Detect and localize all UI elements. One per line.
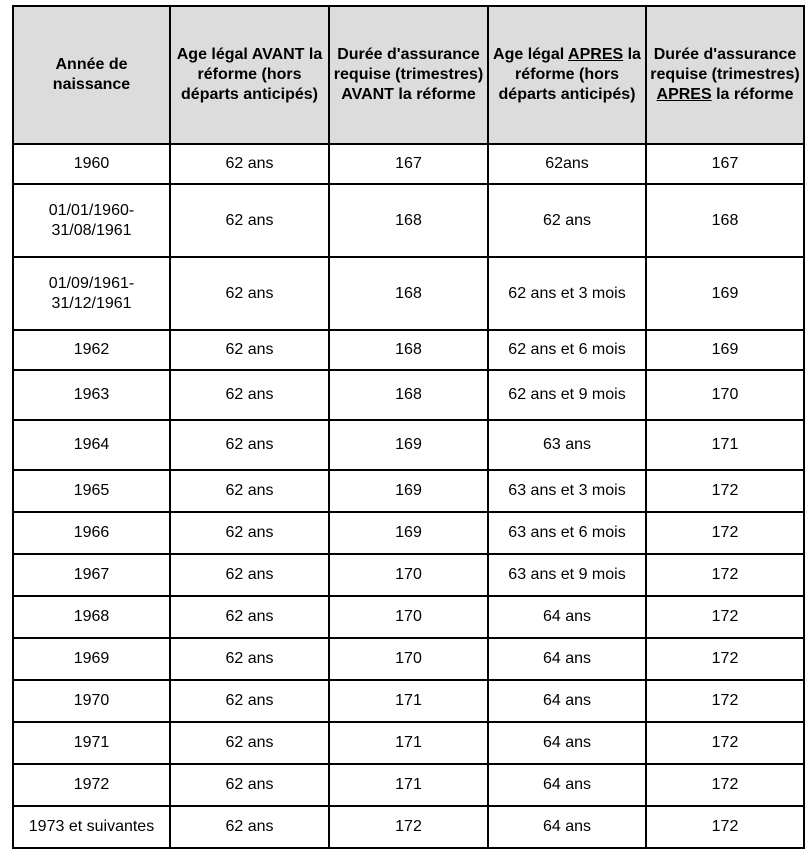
- retirement-reform-table: [12, 5, 805, 849]
- cell-birth-year: 1962: [13, 330, 170, 370]
- cell-duration-after: 172: [646, 722, 804, 764]
- header-age-after: [488, 6, 646, 144]
- cell-birth-year: [13, 257, 170, 330]
- table-row: [13, 722, 804, 764]
- cell-birth-year: 1972: [13, 764, 170, 806]
- cell-duration-after: 168: [646, 184, 804, 257]
- cell-age-after: 64 ans: [488, 806, 646, 848]
- cell-age-before: 62 ans: [170, 144, 329, 184]
- cell-age-before: 62 ans: [170, 554, 329, 596]
- cell-age-before: 62 ans: [170, 806, 329, 848]
- cell-age-after: 62 ans et 9 mois: [488, 370, 646, 420]
- cell-birth-year: 1968: [13, 596, 170, 638]
- cell-duration-after: 172: [646, 764, 804, 806]
- table-row: [13, 144, 804, 184]
- table-row: [13, 370, 804, 420]
- header-duration-after-post: la réforme: [716, 86, 794, 103]
- cell-birth-year-line1: 01/09/1961-: [48, 274, 135, 292]
- cell-duration-after: 172: [646, 596, 804, 638]
- cell-duration-after: 170: [646, 370, 804, 420]
- header-duration-before-pre: Durée d'assurance requise (trimestres): [333, 46, 484, 83]
- cell-age-after: 64 ans: [488, 680, 646, 722]
- cell-duration-before: 172: [329, 806, 488, 848]
- cell-duration-before: 168: [329, 257, 488, 330]
- cell-duration-after: 172: [646, 554, 804, 596]
- cell-birth-year: 1965: [13, 470, 170, 512]
- table-row: [13, 806, 804, 848]
- cell-age-before: 62 ans: [170, 680, 329, 722]
- cell-duration-before: 167: [329, 144, 488, 184]
- cell-age-after: 62 ans: [488, 184, 646, 257]
- header-duration-after: [646, 6, 804, 144]
- cell-duration-after: 169: [646, 257, 804, 330]
- table-row: [13, 638, 804, 680]
- cell-birth-year: [13, 184, 170, 257]
- header-duration-before-emph: AVANT: [341, 86, 394, 103]
- cell-duration-after: 172: [646, 512, 804, 554]
- cell-duration-before: 170: [329, 596, 488, 638]
- cell-birth-year: 1971: [13, 722, 170, 764]
- table-row: [13, 596, 804, 638]
- cell-birth-year: 1967: [13, 554, 170, 596]
- table-header: [13, 6, 804, 144]
- cell-birth-year: 1960: [13, 144, 170, 184]
- cell-birth-year: 1966: [13, 512, 170, 554]
- cell-age-after: 64 ans: [488, 596, 646, 638]
- table-row: [13, 184, 804, 257]
- table-row: [13, 680, 804, 722]
- cell-duration-after: 172: [646, 470, 804, 512]
- cell-age-after: 62ans: [488, 144, 646, 184]
- cell-age-before: 62 ans: [170, 257, 329, 330]
- cell-age-before: 62 ans: [170, 470, 329, 512]
- cell-birth-year: 1969: [13, 638, 170, 680]
- cell-birth-year: 1973 et suivantes: [13, 806, 170, 848]
- cell-duration-before: 169: [329, 512, 488, 554]
- header-birth-year: [13, 6, 170, 144]
- header-row: [13, 6, 804, 144]
- cell-age-before: 62 ans: [170, 638, 329, 680]
- cell-duration-after: 167: [646, 144, 804, 184]
- cell-age-before: 62 ans: [170, 330, 329, 370]
- cell-duration-before: 168: [329, 184, 488, 257]
- cell-duration-before: 171: [329, 764, 488, 806]
- cell-birth-year: 1964: [13, 420, 170, 470]
- table-body: [13, 144, 804, 848]
- cell-birth-year-line2: 31/08/1961: [51, 221, 132, 239]
- cell-age-after: 62 ans et 3 mois: [488, 257, 646, 330]
- table-row: [13, 257, 804, 330]
- header-duration-after-pre: Durée d'assurance requise (trimestres): [650, 46, 800, 83]
- cell-birth-year: 1963: [13, 370, 170, 420]
- table-row: [13, 764, 804, 806]
- header-duration-before-post: la réforme: [398, 86, 476, 103]
- cell-birth-year-line1: 01/01/1960-: [48, 201, 135, 219]
- cell-age-before: 62 ans: [170, 596, 329, 638]
- cell-age-after: 63 ans et 9 mois: [488, 554, 646, 596]
- cell-age-after: 63 ans: [488, 420, 646, 470]
- header-age-after-post: la réforme (hors départs anticipés): [498, 46, 641, 103]
- cell-duration-before: 169: [329, 420, 488, 470]
- cell-duration-before: 170: [329, 554, 488, 596]
- cell-birth-year: 1970: [13, 680, 170, 722]
- cell-age-before: 62 ans: [170, 764, 329, 806]
- cell-age-after: 62 ans et 6 mois: [488, 330, 646, 370]
- table-row: [13, 420, 804, 470]
- header-age-after-pre: Age légal: [493, 46, 565, 63]
- cell-duration-before: 168: [329, 330, 488, 370]
- cell-age-before: 62 ans: [170, 420, 329, 470]
- header-age-before-label: Age légal AVANT la réforme (hors départs anticipés): [176, 46, 323, 103]
- header-age-before: [170, 6, 329, 144]
- cell-age-after: 63 ans et 6 mois: [488, 512, 646, 554]
- cell-duration-after: 169: [646, 330, 804, 370]
- header-duration-before: [329, 6, 488, 144]
- header-birth-year-label: Année de naissance: [52, 56, 131, 93]
- header-duration-after-emph: APRES: [656, 86, 712, 103]
- cell-duration-after: 172: [646, 806, 804, 848]
- cell-age-after: 64 ans: [488, 638, 646, 680]
- cell-duration-after: 172: [646, 638, 804, 680]
- cell-duration-before: 171: [329, 722, 488, 764]
- cell-age-before: 62 ans: [170, 370, 329, 420]
- cell-duration-before: 170: [329, 638, 488, 680]
- cell-age-after: 64 ans: [488, 722, 646, 764]
- cell-birth-year-line2: 31/12/1961: [51, 294, 132, 312]
- table-row: [13, 512, 804, 554]
- cell-age-before: 62 ans: [170, 184, 329, 257]
- cell-duration-after: 172: [646, 680, 804, 722]
- cell-duration-after: 171: [646, 420, 804, 470]
- cell-age-before: 62 ans: [170, 722, 329, 764]
- table-row: [13, 470, 804, 512]
- table-row: [13, 330, 804, 370]
- cell-duration-before: 169: [329, 470, 488, 512]
- cell-age-before: 62 ans: [170, 512, 329, 554]
- header-age-after-emph: APRES: [568, 46, 624, 63]
- cell-duration-before: 168: [329, 370, 488, 420]
- table-row: [13, 554, 804, 596]
- cell-age-after: 63 ans et 3 mois: [488, 470, 646, 512]
- cell-duration-before: 171: [329, 680, 488, 722]
- cell-age-after: 64 ans: [488, 764, 646, 806]
